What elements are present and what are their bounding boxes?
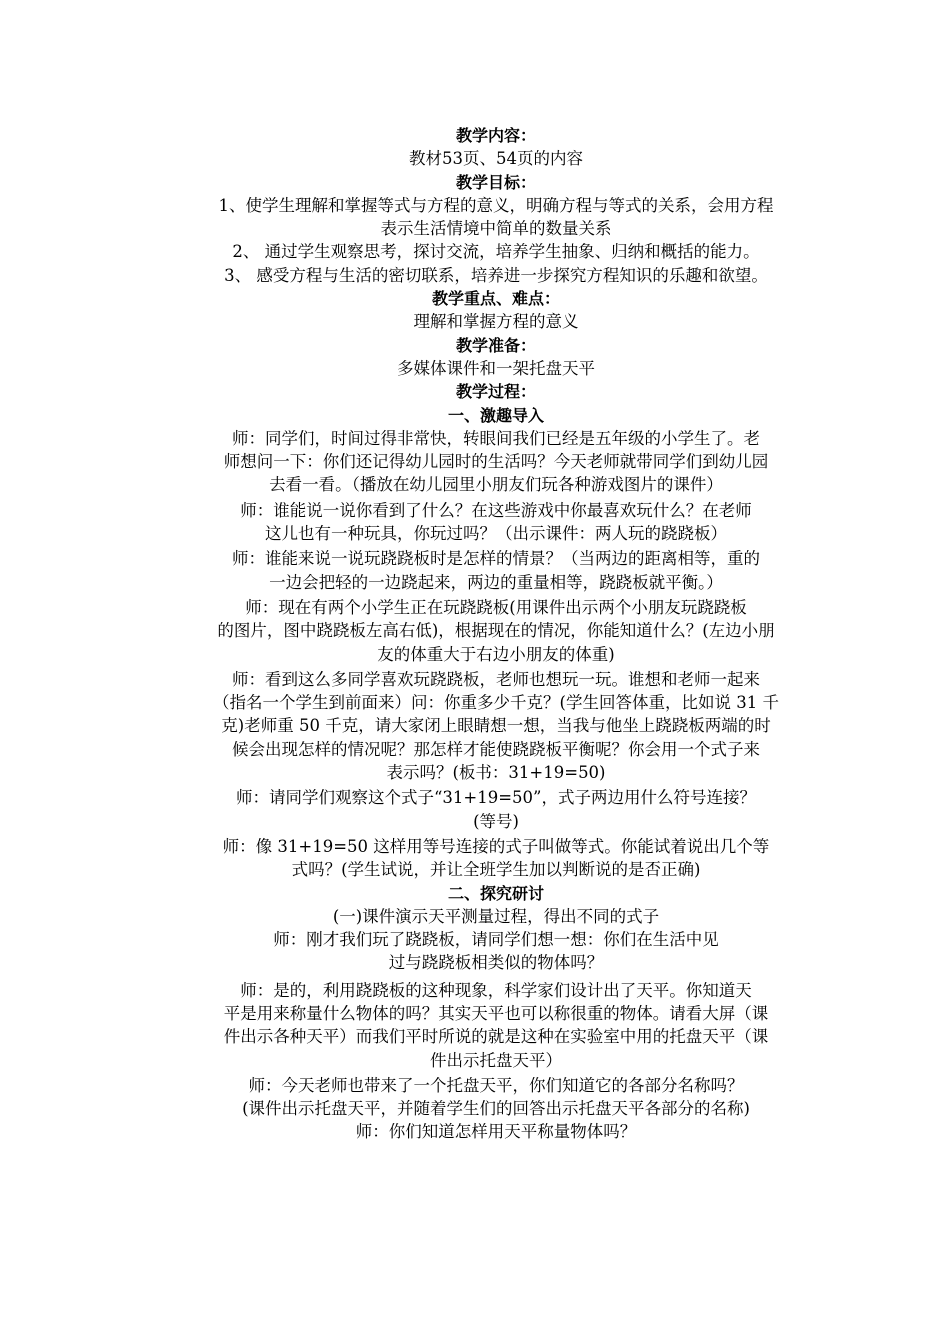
key-points-text: 理解和掌握方程的意义 — [413, 312, 579, 332]
paragraph-2-line-1: 师：谁能说一说你看到了什么？在这些游戏中你最喜欢玩什么？在老师 — [240, 500, 752, 520]
paragraph-10-line-2: (课件出示托盘天平，并随着学生们的回答出示托盘天平各部分的名称) — [242, 1099, 750, 1119]
heading-key-points: 教学重点、难点： — [431, 289, 560, 309]
heading-preparation: 教学准备： — [455, 335, 536, 355]
paragraph-9-line-1: 师：是的，利用跷跷板的这种现象，科学家们设计出了天平。你知道天 — [240, 980, 752, 1000]
part-1-title: 一、激趣导入 — [447, 405, 544, 425]
paragraph-5-line-3: 克)老师重 50 千克，请大家闭上眼睛想一想，当我与他坐上跷跷板两端的时 — [221, 716, 771, 736]
heading-teaching-goals: 教学目标： — [455, 172, 536, 192]
paragraph-9-line-2: 平是用来称量什么物体的吗？其实天平也可以称很重的物体。请看大屏（课 — [223, 1003, 769, 1023]
paragraph-9-line-3: 件出示各种天平）而我们平时所说的就是这种在实验室中用的托盘天平（课 — [223, 1027, 769, 1047]
paragraph-8-line-2: 过与跷跷板相类似的物体吗？ — [388, 953, 604, 973]
goal-1-line-1: 1、使学生理解和掌握等式与方程的意义，明确方程与等式的关系，会用方程 — [218, 195, 774, 215]
paragraph-5-line-4: 候会出现怎样的情况呢？那怎样才能使跷跷板平衡呢？你会用一个式子来 — [232, 739, 760, 759]
paragraph-4-line-3: 友的体重大于右边小朋友的体重) — [377, 644, 615, 664]
teaching-content-text: 教材53页、54页的内容 — [409, 149, 583, 169]
goal-2: 2、 通过学生观察思考，探讨交流，培养学生抽象、归纳和概括的能力。 — [232, 242, 760, 262]
paragraph-1-line-2: 师想问一下：你们还记得幼儿园时的生活吗？今天老师就带同学们到幼儿园 — [223, 452, 769, 472]
paragraph-5-line-1: 师：看到这么多同学喜欢玩跷跷板，老师也想玩一玩。谁想和老师一起来 — [232, 669, 760, 689]
heading-teaching-content: 教学内容： — [455, 126, 536, 145]
paragraph-6-line-2: (等号) — [473, 811, 519, 831]
paragraph-3-line-2: 一边会把轻的一边跷起来，两边的重量相等，跷跷板就平衡。） — [269, 572, 723, 592]
goal-1-line-2: 表示生活情境中简单的数量关系 — [380, 219, 612, 239]
paragraph-2-line-2: 这儿也有一种玩具，你玩过吗？（出示课件：两人玩的跷跷板） — [265, 524, 727, 544]
paragraph-3-line-1: 师：谁能来说一说玩跷跷板时是怎样的情景？（当两边的距离相等，重的 — [232, 549, 760, 569]
paragraph-4-line-1: 师：现在有两个小学生正在玩跷跷板(用课件出示两个小朋友玩跷跷板 — [245, 597, 747, 617]
paragraph-4-line-2: 的图片，图中跷跷板左高右低)，根据现在的情况，你能知道什么？(左边小朋 — [217, 621, 775, 641]
lesson-plan-body — [180, 124, 812, 1144]
paragraph-8-line-1: 师：刚才我们玩了跷跷板，请同学们想一想：你们在生活中见 — [273, 930, 719, 950]
paragraph-7-line-1: 师：像 31+19=50 这样用等号连接的式子叫做等式。你能试着说出几个等 — [222, 836, 770, 856]
paragraph-10-line-1: 师：今天老师也带来了一个托盘天平，你们知道它的各部分名称吗？ — [248, 1075, 744, 1095]
paragraph-6-line-1: 师：请同学们观察这个式子“31+19=50”，式子两边用什么符号连接？ — [235, 788, 756, 808]
paragraph-5-line-5: 表示吗？(板书：31+19=50) — [386, 763, 606, 783]
paragraph-11-line-1: 师：你们知道怎样用天平称量物体吗？ — [355, 1122, 637, 1142]
heading-teaching-process: 教学过程： — [455, 382, 536, 402]
goal-3: 3、 感受方程与生活的密切联系，培养进一步探究方程知识的乐趣和欲望。 — [224, 265, 768, 285]
paragraph-5-line-2: （指名一个学生到前面来）问：你重多少千克？(学生回答体重，比如说 31 千 — [213, 693, 779, 713]
preparation-text: 多媒体课件和一架托盘天平 — [397, 358, 595, 378]
part-2-title: 二、探究研讨 — [447, 883, 544, 903]
subsection-1-title: (一)课件演示天平测量过程，得出不同的式子 — [332, 906, 660, 926]
paragraph-9-line-4: 件出示托盘天平） — [430, 1050, 562, 1070]
paragraph-1-line-1: 师：同学们，时间过得非常快，转眼间我们已经是五年级的小学生了。老 — [232, 428, 760, 448]
paragraph-7-line-2: 式吗？(学生试说，并让全班学生加以判断说的是否正确) — [291, 860, 701, 880]
paragraph-1-line-3: 去看一看。（播放在幼儿园里小朋友们玩各种游戏图片的课件） — [269, 475, 723, 495]
